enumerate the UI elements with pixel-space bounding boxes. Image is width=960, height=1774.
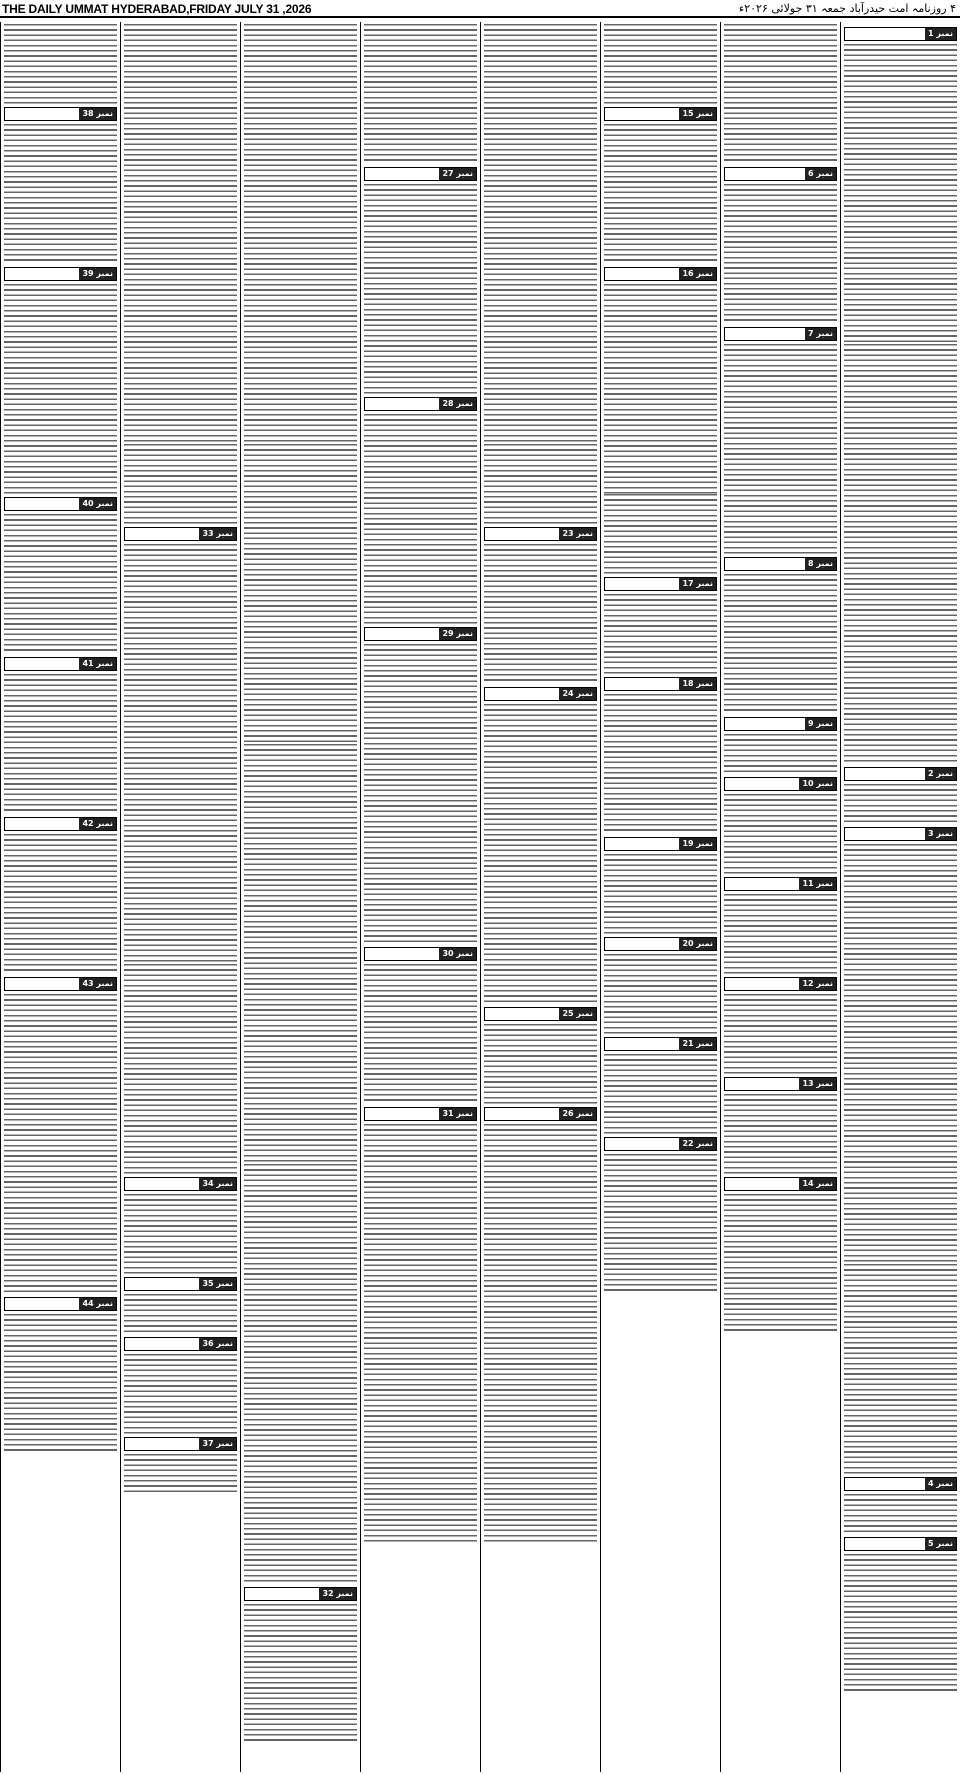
item-header xyxy=(4,107,117,121)
item-header xyxy=(4,657,117,671)
article-text xyxy=(4,1314,117,1454)
article-text xyxy=(244,24,357,444)
article-text xyxy=(604,854,717,934)
item-number: نمبر 23 xyxy=(559,528,596,540)
item-number: نمبر 7 xyxy=(805,328,836,340)
item-header xyxy=(604,267,717,281)
column-8 xyxy=(0,22,120,1772)
item-number: نمبر 29 xyxy=(439,628,476,640)
item-number: نمبر 28 xyxy=(439,398,476,410)
article-text xyxy=(844,1494,957,1534)
item-header xyxy=(124,1177,237,1191)
item-number: نمبر 21 xyxy=(679,1038,716,1050)
column-4 xyxy=(480,22,600,1772)
item-header xyxy=(724,877,837,891)
item-header xyxy=(364,397,477,411)
item-header xyxy=(484,527,597,541)
article-text xyxy=(604,24,717,104)
article-text xyxy=(724,994,837,1074)
item-header xyxy=(4,817,117,831)
article-text xyxy=(124,1294,237,1334)
item-header xyxy=(364,947,477,961)
article-text xyxy=(724,1194,837,1334)
article-text xyxy=(364,184,477,394)
article-text xyxy=(484,444,597,524)
item-header xyxy=(364,1107,477,1121)
item-header xyxy=(844,827,957,841)
article-text xyxy=(124,1194,237,1274)
masthead-english: THE DAILY UMMAT HYDERABAD,FRIDAY JULY 31 ,2026 xyxy=(2,2,312,16)
item-number: نمبر 33 xyxy=(199,528,236,540)
article-text xyxy=(124,1354,237,1434)
article-text xyxy=(724,344,837,554)
article-text xyxy=(244,744,357,1164)
item-number: نمبر 26 xyxy=(559,1108,596,1120)
item-header xyxy=(724,167,837,181)
article-text xyxy=(844,784,957,824)
item-header xyxy=(844,767,957,781)
item-header xyxy=(124,1277,237,1291)
article-text xyxy=(484,544,597,684)
item-header xyxy=(364,167,477,181)
article-text xyxy=(604,1054,717,1134)
item-header xyxy=(724,977,837,991)
article-text xyxy=(604,1154,717,1294)
article-text xyxy=(724,24,837,164)
item-number: نمبر 11 xyxy=(799,878,836,890)
article-text xyxy=(604,694,717,834)
column-5 xyxy=(360,22,480,1772)
item-number: نمبر 34 xyxy=(199,1178,236,1190)
article-text xyxy=(364,644,477,944)
item-number: نمبر 40 xyxy=(79,498,116,510)
article-text xyxy=(484,704,597,1004)
item-number: نمبر 41 xyxy=(79,658,116,670)
article-text xyxy=(4,994,117,1294)
item-header xyxy=(484,1107,597,1121)
item-header xyxy=(724,1177,837,1191)
column-6 xyxy=(240,22,360,1772)
item-number: نمبر 6 xyxy=(805,168,836,180)
columns-grid xyxy=(0,22,960,1772)
item-header xyxy=(4,267,117,281)
article-text xyxy=(724,184,837,324)
item-header xyxy=(604,1037,717,1051)
item-number: نمبر 5 xyxy=(925,1538,956,1550)
item-number: نمبر 27 xyxy=(439,168,476,180)
article-text xyxy=(484,24,597,444)
item-number: نمبر 31 xyxy=(439,1108,476,1120)
item-header xyxy=(724,717,837,731)
article-text xyxy=(4,24,117,104)
item-header xyxy=(604,107,717,121)
item-header xyxy=(244,1587,357,1601)
item-header xyxy=(604,937,717,951)
item-number: نمبر 39 xyxy=(79,268,116,280)
item-number: نمبر 10 xyxy=(799,778,836,790)
article-text xyxy=(724,794,837,874)
article-text xyxy=(724,734,837,774)
item-header xyxy=(364,627,477,641)
item-number: نمبر 15 xyxy=(679,108,716,120)
article-text xyxy=(124,444,237,524)
article-text xyxy=(604,284,717,494)
article-text xyxy=(4,674,117,814)
item-number: نمبر 32 xyxy=(319,1588,356,1600)
article-text xyxy=(604,594,717,674)
article-text xyxy=(364,24,477,164)
item-header xyxy=(604,577,717,591)
item-number: نمبر 12 xyxy=(799,978,836,990)
column-1 xyxy=(840,22,960,1772)
item-number: نمبر 24 xyxy=(559,688,596,700)
item-number: نمبر 36 xyxy=(199,1338,236,1350)
item-number: نمبر 19 xyxy=(679,838,716,850)
item-header xyxy=(724,557,837,571)
item-header xyxy=(4,1297,117,1311)
item-number: نمبر 8 xyxy=(805,558,836,570)
article-text xyxy=(124,24,237,444)
item-number: نمبر 30 xyxy=(439,948,476,960)
article-text xyxy=(604,954,717,1034)
item-header xyxy=(4,977,117,991)
item-header xyxy=(124,1437,237,1451)
item-number: نمبر 2 xyxy=(925,768,956,780)
article-text xyxy=(724,894,837,974)
item-number: نمبر 38 xyxy=(79,108,116,120)
item-number: نمبر 22 xyxy=(679,1138,716,1150)
column-7 xyxy=(120,22,240,1772)
article-text xyxy=(244,1604,357,1744)
item-number: نمبر 1 xyxy=(925,28,956,40)
article-text xyxy=(244,444,357,744)
item-number: نمبر 20 xyxy=(679,938,716,950)
article-text xyxy=(844,1554,957,1694)
article-text xyxy=(4,834,117,974)
item-number: نمبر 16 xyxy=(679,268,716,280)
column-2 xyxy=(720,22,840,1772)
item-header xyxy=(844,1477,957,1491)
article-text xyxy=(364,964,477,1104)
masthead-urdu: ۴ روزنامہ امت حیدرآباد جمعہ ۳۱ جولائی ۲۰۲۶ء xyxy=(739,2,956,15)
item-header xyxy=(484,1007,597,1021)
item-number: نمبر 37 xyxy=(199,1438,236,1450)
item-number: نمبر 35 xyxy=(199,1278,236,1290)
item-header xyxy=(604,1137,717,1151)
article-text xyxy=(484,1024,597,1104)
article-text xyxy=(484,1124,597,1544)
article-text xyxy=(124,964,237,1174)
article-text xyxy=(604,124,717,264)
column-3 xyxy=(600,22,720,1772)
item-number: نمبر 25 xyxy=(559,1008,596,1020)
article-text xyxy=(4,514,117,654)
item-number: نمبر 9 xyxy=(805,718,836,730)
item-header xyxy=(124,1337,237,1351)
article-text xyxy=(844,844,957,1264)
item-number: نمبر 13 xyxy=(799,1078,836,1090)
item-header xyxy=(724,1077,837,1091)
item-header xyxy=(4,497,117,511)
item-number: نمبر 14 xyxy=(799,1178,836,1190)
article-text xyxy=(844,44,957,344)
item-header xyxy=(124,527,237,541)
article-text xyxy=(4,124,117,264)
item-number: نمبر 3 xyxy=(925,828,956,840)
article-text xyxy=(124,544,237,964)
item-number: نمبر 18 xyxy=(679,678,716,690)
article-text xyxy=(844,1264,957,1474)
item-number: نمبر 4 xyxy=(925,1478,956,1490)
article-text xyxy=(364,1124,477,1544)
item-number: نمبر 17 xyxy=(679,578,716,590)
item-header xyxy=(724,777,837,791)
article-text xyxy=(844,344,957,764)
item-header xyxy=(604,837,717,851)
masthead xyxy=(0,0,960,18)
item-number: نمبر 43 xyxy=(79,978,116,990)
item-number: نمبر 44 xyxy=(79,1298,116,1310)
item-number: نمبر 42 xyxy=(79,818,116,830)
item-header xyxy=(604,677,717,691)
article-text xyxy=(244,1164,357,1584)
article-text xyxy=(364,414,477,624)
item-header xyxy=(724,327,837,341)
article-text xyxy=(124,1454,237,1494)
item-header xyxy=(844,27,957,41)
article-text xyxy=(604,494,717,574)
item-header xyxy=(484,687,597,701)
article-text xyxy=(724,1094,837,1174)
article-text xyxy=(724,574,837,714)
item-header xyxy=(844,1537,957,1551)
article-text xyxy=(4,284,117,494)
